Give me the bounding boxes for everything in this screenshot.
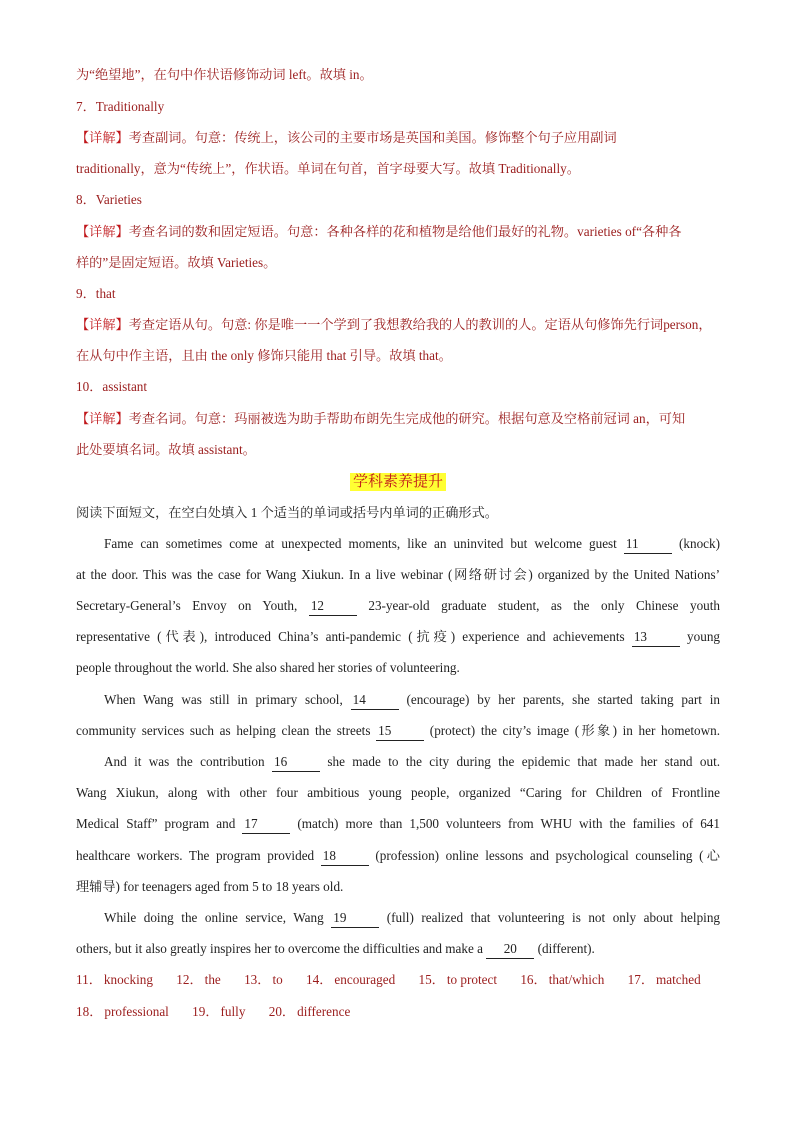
explanation-7-line2: traditionally，意为“传统上”，作状语。单词在句首，首字母要大写。故填 Traditionally。 bbox=[76, 161, 580, 176]
passage-p3-line2: Wang Xiukun, along with other four ambitious young people, organized “Caring for Children of Frontline bbox=[76, 785, 720, 800]
answer-item: 14． encouraged bbox=[306, 972, 396, 987]
passage-p1-line5: people throughout the world. She also shared her stories of volunteering. bbox=[76, 660, 460, 675]
blank-11[interactable]: 11 bbox=[624, 535, 672, 554]
blank-12[interactable]: 12 bbox=[309, 597, 357, 616]
passage-p3-line3: Medical Staff” program and 17 (match) more than 1,500 volunteers from WHU with the families of 641 bbox=[76, 815, 720, 834]
blank-16[interactable]: 16 bbox=[272, 753, 320, 772]
blank-17[interactable]: 17 bbox=[242, 815, 290, 834]
passage-p1-line4: representative (代表), introduced China’s anti-pandemic (抗疫) experience and achievements 13 young bbox=[76, 628, 720, 647]
passage-p3-line4: healthcare workers. The program provided 18 (profession) online lessons and psychological counseling (心 bbox=[76, 847, 720, 866]
instruction: 阅读下面短文，在空白处填入 1 个适当的单词或括号内单词的正确形式。 bbox=[76, 505, 498, 520]
section-title: 学科素养提升 bbox=[350, 473, 446, 491]
detail-tag: 【详解】 bbox=[76, 411, 129, 426]
explanation-9-line2: 在从句中作主语，且由 the only 修饰只能用 that 引导。故填 that。 bbox=[76, 348, 452, 363]
blank-14[interactable]: 14 bbox=[351, 691, 399, 710]
explanation-8-line1: 【详解】考查名词的数和固定短语。句意：各种各样的花和植物是给他们最好的礼物。varieties of“各种各 bbox=[76, 224, 682, 239]
answer-item: 19． fully bbox=[192, 1004, 246, 1019]
answer-item: 11． knocking bbox=[76, 972, 153, 987]
passage-p1-line2: at the door. This was the case for Wang Xiukun. In a live webinar (网络研讨会) organized by the United Nations’ bbox=[76, 567, 720, 582]
passage-p4-line2: others, but it also greatly inspires her to overcome the difficulties and make a 20 (different). bbox=[76, 940, 595, 959]
answer-item: 15． to protect bbox=[418, 972, 498, 987]
blank-18[interactable]: 18 bbox=[321, 847, 369, 866]
answer-item: 17． matched bbox=[627, 972, 701, 987]
blank-19[interactable]: 19 bbox=[331, 909, 379, 928]
answer-item: 20． difference bbox=[268, 1004, 351, 1019]
answer-7-heading: 7．Traditionally bbox=[76, 99, 165, 114]
answer-8-heading: 8．Varieties bbox=[76, 192, 142, 207]
explanation-10-line2: 此处要填名词。故填 assistant。 bbox=[76, 442, 256, 457]
passage-p2-line1: When Wang was still in primary school, 14 (encourage) by her parents, she started taking part in bbox=[76, 691, 720, 710]
detail-tag: 【详解】 bbox=[76, 317, 129, 332]
blank-20[interactable]: 20 bbox=[486, 940, 534, 959]
answer-item: 13． to bbox=[244, 972, 283, 987]
detail-tag: 【详解】 bbox=[76, 224, 129, 239]
passage-p1-line1: Fame can sometimes come at unexpected moments, like an uninvited but welcome guest 11 (knock) bbox=[76, 535, 720, 554]
passage-p3-line1: And it was the contribution 16 she made to the city during the epidemic that made her stand out. bbox=[76, 753, 720, 772]
passage-p1-line3: Secretary-General’s Envoy on Youth, 12 23-year-old graduate student, as the only Chinese youth bbox=[76, 597, 720, 616]
answer-item: 16． that/which bbox=[520, 972, 605, 987]
passage-p3-line5: 理辅导) for teenagers aged from 5 to 18 years old. bbox=[76, 879, 344, 894]
passage-p2-line2: community services such as helping clean the streets 15 (protect) the city’s image (形象) in her hometown. bbox=[76, 722, 720, 741]
answer-10-heading: 10．assistant bbox=[76, 379, 148, 394]
explanation-10-line1: 【详解】考查名词。句意：玛丽被选为助手帮助布朗先生完成他的研究。根据句意及空格前冠词 an，可知 bbox=[76, 411, 686, 426]
answers-row-2 bbox=[76, 1003, 370, 1021]
explanation-7-line1: 【详解】考查副词。句意：传统上，该公司的主要市场是英国和美国。修饰整个句子应用副词 bbox=[76, 130, 617, 145]
answer-item: 18． professional bbox=[76, 1004, 169, 1019]
answer-9-heading: 9．that bbox=[76, 286, 116, 301]
detail-tag: 【详解】 bbox=[76, 130, 129, 145]
blank-15[interactable]: 15 bbox=[376, 722, 424, 741]
explanation-9-line1: 【详解】考查定语从句。句意: 你是唯一一个学到了我想教给我的人的教训的人。定语从句修饰先行词person， bbox=[76, 317, 712, 332]
answer-item: 12． the bbox=[176, 972, 221, 987]
blank-13[interactable]: 13 bbox=[632, 628, 680, 647]
previous-explanation-tail: 为“绝望地”，在句中作状语修饰动词 left。故填 in。 bbox=[76, 67, 373, 82]
explanation-8-line2: 样的”是固定短语。故填 Varieties。 bbox=[76, 255, 277, 270]
section-title-wrap bbox=[348, 470, 448, 491]
answers-row-1 bbox=[76, 971, 701, 989]
passage-p4-line1: While doing the online service, Wang 19 (full) realized that volunteering is not only about helping bbox=[76, 909, 720, 928]
